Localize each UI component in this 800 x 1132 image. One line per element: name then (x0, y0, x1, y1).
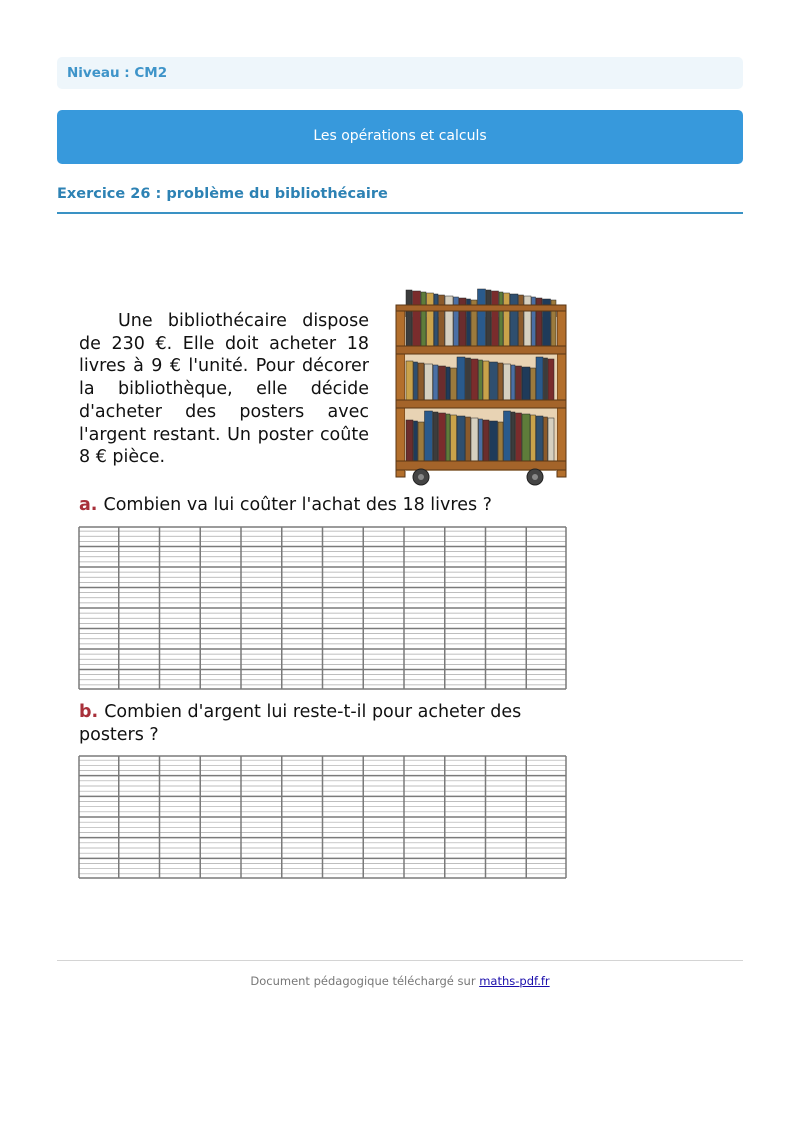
topic-label: Les opérations et calculs (313, 128, 487, 144)
question-a (79, 494, 492, 517)
question-a-text: Combien va lui coûter l'achat des 18 livres ? (103, 495, 492, 515)
question-a-letter: a. (79, 495, 98, 515)
footer-link[interactable]: maths-pdf.fr (479, 974, 550, 988)
level-banner (57, 57, 743, 89)
problem-statement: Une bibliothécaire dispose de 230 €. Elle doit acheter 18 livres à 9 € l'unité. Pour décorer la bibliothèque, elle décide d'acheter des posters avec l'argent restant. Un poster coûte 8 € pièce. (79, 311, 369, 468)
title-divider (57, 212, 743, 214)
footer-divider (57, 960, 743, 961)
footer-text: Document pédagogique téléchargé sur (250, 974, 476, 988)
bookshelf-illustration (393, 283, 569, 493)
level-label: Niveau : CM2 (67, 65, 168, 81)
answer-grid-a[interactable] (78, 526, 567, 690)
exercise-title: Exercice 26 : problème du bibliothécaire (57, 186, 388, 202)
question-b-text: Combien d'argent lui reste-t-il pour acheter des posters ? (79, 702, 522, 745)
footer (0, 974, 800, 988)
answer-grid-b[interactable] (78, 755, 567, 879)
question-b (79, 701, 569, 746)
question-b-letter: b. (79, 702, 99, 722)
topic-banner (57, 110, 743, 164)
